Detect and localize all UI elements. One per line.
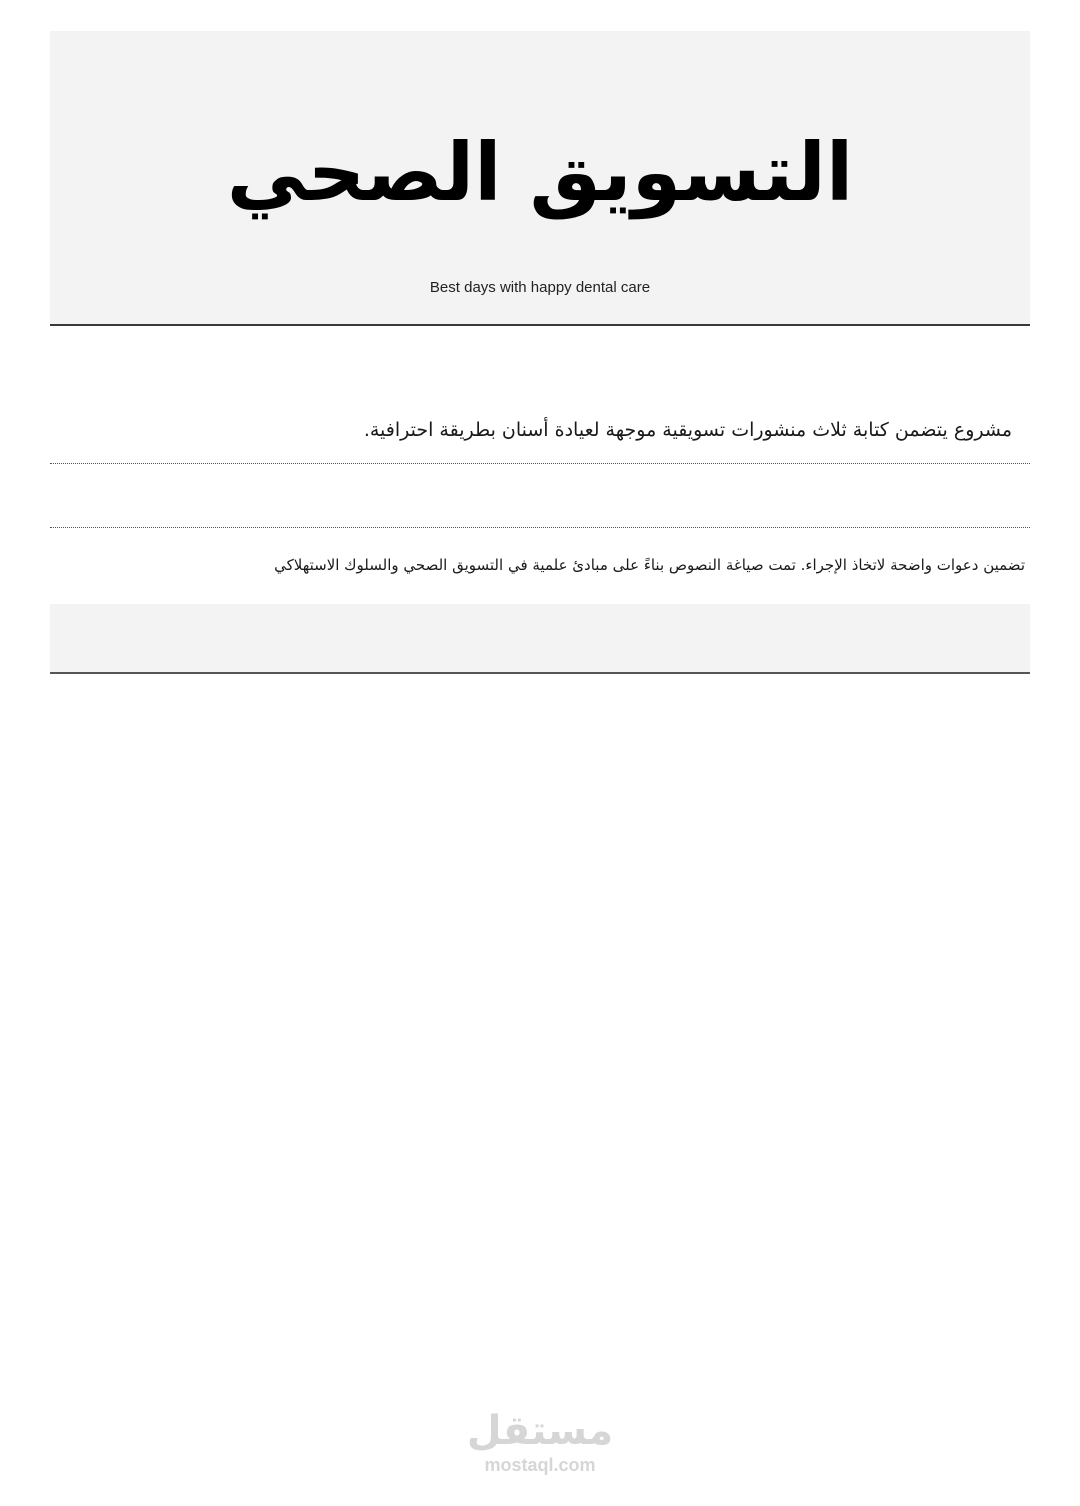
watermark-arabic-logo: مستقل: [466, 1408, 614, 1454]
mostaql-watermark: [0, 1408, 1080, 1476]
page-title: التسويق الصحي: [226, 126, 854, 219]
description-paragraph: مشروع يتضمن كتابة ثلاث منشورات تسويقية موجهة لعيادة أسنان بطريقة احترافية.: [363, 419, 1012, 441]
dotted-divider-top: [50, 463, 1030, 464]
footer-band: [50, 604, 1030, 674]
dotted-divider-bottom: [50, 527, 1030, 528]
watermark-domain: mostaql.com: [484, 1455, 596, 1475]
header-band: [50, 31, 1030, 326]
page-subtitle: Best days with happy dental care: [429, 279, 651, 296]
details-paragraph: تضمين دعوات واضحة لاتخاذ الإجراء. تمت صياغة النصوص بناءً على مبادئ علمية في التسويق الصحي والسلوك الاستهلاكي: [274, 556, 1025, 574]
